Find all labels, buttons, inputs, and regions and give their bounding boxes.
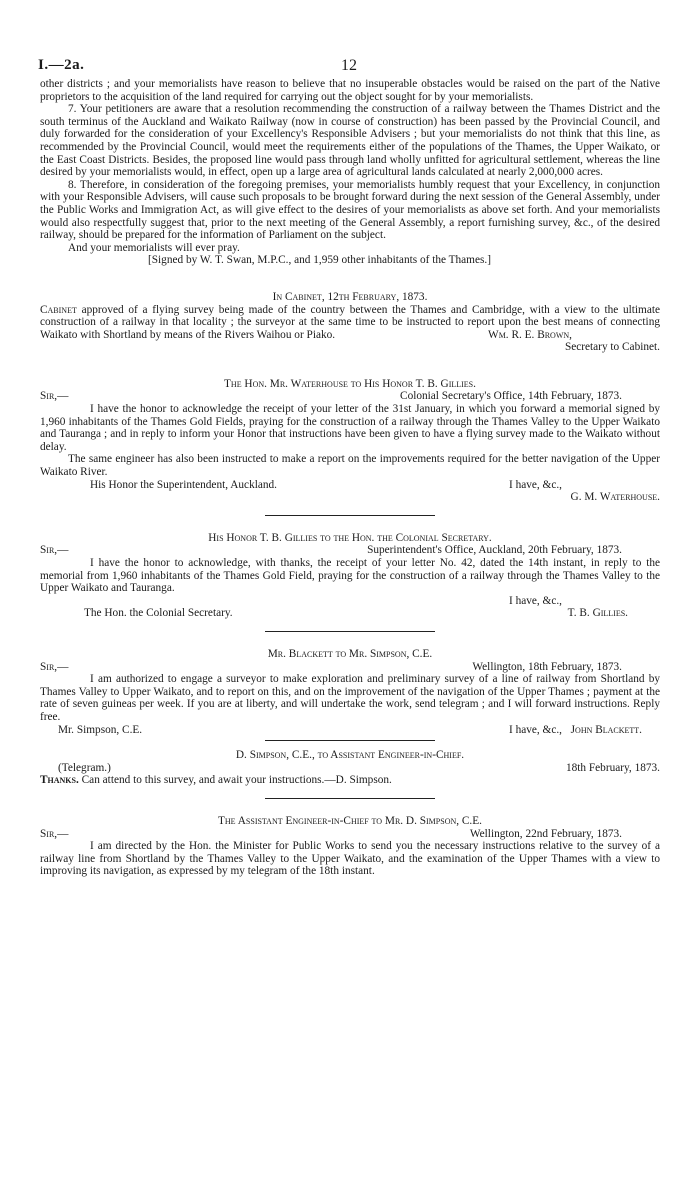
letter2-salutation-row (40, 544, 660, 557)
letter4-salutation: Sir,— (40, 827, 69, 840)
letter3-signer: John Blackett. (570, 723, 642, 736)
letter1-signer: G. M. Waterhouse. (570, 491, 660, 504)
cabinet-signer-title: Secretary to Cabinet. (564, 341, 660, 354)
telegram-heading: D. Simpson, C.E., to Assistant Engineer-in-Chief. (235, 749, 465, 762)
letter2-paragraph-1: I have the honor to acknowledge, with thanks, the receipt of your letter No. 42, dated the 14th instant, in reply to the memorial from 1,960 inhabitants of the Thames Gold Field, praying for the construction of a railway through the Thames Valley to the Upper Waikato and Tauranga. (40, 557, 660, 595)
memorial-paragraph-continued: other districts ; and your memorialists have reason to believe that no insuperable obstacles would be raised on the part of the Native proprietors to the acquisition of the land required for carrying out the object sought for by your memorialists. (40, 78, 660, 103)
document-reference: I.—2a. (38, 57, 85, 73)
letter4-place-date: Wellington, 22nd February, 1873. (469, 827, 622, 840)
memorial-signatories: [Signed by W. T. Swan, M.P.C., and 1,959 other inhabitants of the Thames.] (148, 254, 491, 267)
letter2-heading: His Honor T. B. Gillies to the Hon. the Colonial Secretary. (208, 531, 492, 544)
letter2-close: I have, &c., (508, 594, 562, 607)
letter3-salutation: Sir,— (40, 660, 69, 673)
letter1-close-row (40, 479, 660, 492)
cabinet-text: approved of a flying survey being made of the country between the Thames and Cambridge, with a view to the ultimate construction of a railway in that locality ; the surveyor at the same time to be instructed to report upon the best means of connecting Waikato with Shortland by means of the Rivers Waihou or Piako. (40, 303, 660, 341)
letter1-salutation-row (40, 390, 660, 403)
cabinet-heading: In Cabinet, 12th February, 1873. (272, 290, 428, 303)
letter2-place-date: Superintendent's Office, Auckland, 20th February, 1873. (367, 544, 622, 557)
telegram-date: 18th February, 1873. (565, 761, 660, 774)
letter4-salutation-row (40, 828, 660, 841)
letter3-close: I have, &c., (508, 723, 562, 736)
cabinet-lead: Cabinet (40, 303, 77, 316)
memorial-paragraph-7: 7. Your petitioners are aware that a resolution recommending the construction of a railway between the Thames District and the south terminus of the Auckland and Waikato Railway (now in course of construction) has been passed by the Provincial Council, and duly forwarded for the consideration of your Excellency's Responsible Advisers ; but your memorialists do not think that this line, as recommended by the Provincial Council, would meet the requirements either of the populations of the Thames, the Upper Waikato, or the East Coast Districts. Besides, the proposed line would pass through land wholly unfitted for agricultural settlement, whereas the line desired by your memorialists would, in effect, open up a large area of agricultural lands calculated at nearly 2,000,000 acres. (40, 103, 660, 179)
letter1-heading: The Hon. Mr. Waterhouse to His Honor T. B. Gillies. (224, 377, 476, 390)
letter3-heading: Mr. Blackett to Mr. Simpson, C.E. (267, 647, 433, 660)
letter1-paragraph-1: I have the honor to acknowledge the receipt of your letter of the 31st January, in which you forward a memorial signed by 1,960 inhabitants of the Thames Gold Fields, praying for the construction of a railway through the Thames Valley to the Upper Waikato and Tauranga ; and in reply to inform your Honor that instructions have been given to have a flying survey made to the Waikato without delay. (40, 403, 660, 453)
letter3-paragraph-1: I am authorized to engage a surveyor to make exploration and preliminary survey of a line of railway from Shortland by Thames Valley to Upper Waikato, and to report on this, and on the improvement of the navigation of the Upper Thames ; payment at the rate of seven guineas per week. If you are at liberty, and will undertake the work, send telegram ; and I will forward instructions. Reply free. (40, 673, 660, 723)
telegram-message (40, 774, 660, 787)
letter3-salutation-row (40, 661, 660, 674)
letter2-signer: T. B. Gillies. (567, 607, 628, 620)
telegram-label-row (40, 762, 660, 775)
letter1-salutation: Sir,— (40, 390, 69, 403)
telegram-label: (Telegram.) (58, 761, 111, 774)
memorial-paragraph-8: 8. Therefore, in consideration of the foregoing premises, your memorialists humbly request that your Excellency, in conjunction with your Responsible Advisers, will cause such proposals to be brought forward during the next session of the General Assembly, under the Public Works and Immigration Act, as will give effect to the desires of your memorialists as above set forth. And your memorialists would also respectfully suggest that, prior to the next meeting of the General Assembly, a report furnishing survey, &c., of the desired railway, should be prepared for the information of Parliament on the subject. (40, 178, 660, 242)
letter2-addressee: The Hon. the Colonial Secretary. (84, 607, 233, 620)
letter4-paragraph-1: I am directed by the Hon. the Minister for Public Works to send you the necessary instructions relative to the survey of a railway line from Shortland by the Thames Valley to the Upper Waikato, and the examination of the Upper Thames with a view to improving its navigation, as expressed by my telegram of the 18th instant. (40, 840, 660, 878)
letter2-signature-row (40, 607, 660, 620)
letter3-place-date: Wellington, 18th February, 1873. (472, 660, 622, 673)
telegram-lead: Thanks. (40, 774, 79, 787)
page-header (38, 57, 660, 77)
letter1-place-date: Colonial Secretary's Office, 14th February, 1873. (400, 390, 622, 403)
page-number: 12 (341, 57, 357, 74)
memorial-closing: And your memorialists will ever pray. (68, 241, 240, 254)
letter1-addressee: His Honor the Superintendent, Auckland. (90, 478, 277, 491)
letter2-salutation: Sir,— (40, 544, 69, 557)
letter3-addressee: Mr. Simpson, C.E. (58, 723, 143, 736)
document-body (40, 78, 660, 878)
letter1-close: I have, &c., (508, 478, 562, 491)
telegram-text: Can attend to this survey, and await your instructions.—D. Simpson. (81, 774, 392, 787)
letter1-paragraph-2: The same engineer has also been instructed to make a report on the improvements required for the better navigation of the Upper Waikato River. (40, 453, 660, 479)
cabinet-signer: Wm. R. E. Brown, (488, 328, 572, 341)
letter4-heading: The Assistant Engineer-in-Chief to Mr. D. Simpson, C.E. (218, 814, 482, 827)
